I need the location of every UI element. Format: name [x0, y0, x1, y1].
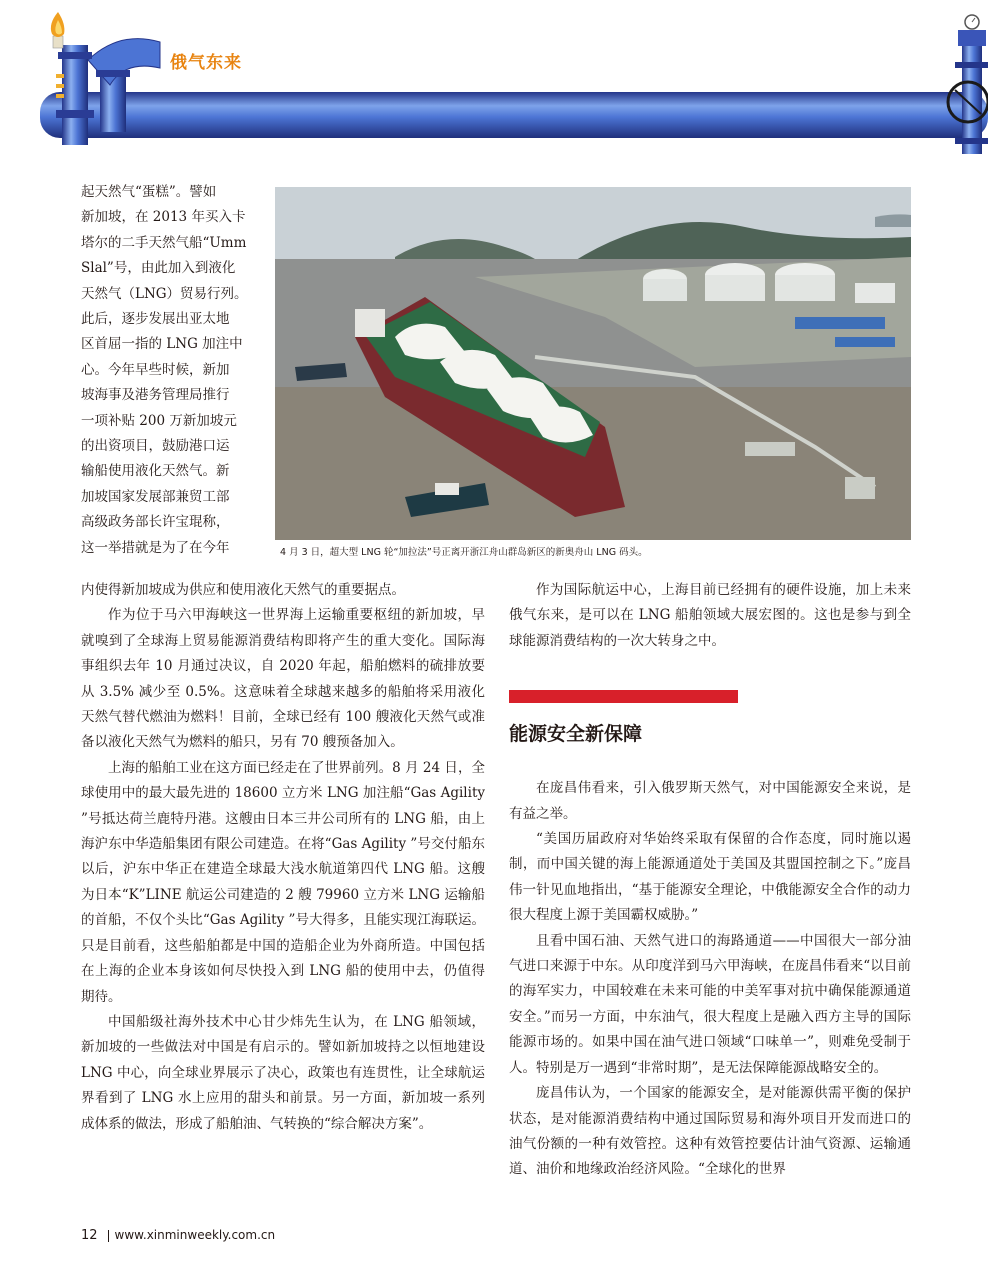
main-pipe — [40, 92, 988, 138]
lng-ship-photo — [275, 187, 911, 540]
intro-line: 高级政务部长许宝琨称， — [81, 514, 230, 531]
paragraph: 在庞昌伟看来，引入俄罗斯天然气，对中国能源安全来说，是有益之举。 — [509, 780, 911, 822]
right-column — [509, 578, 911, 1183]
paragraph: 上海的船舶工业在这方面已经走在了世界前列。8 月 24 日，全球使用中的最大最先进的 18600 立方米 LNG 加注船“Gas Agility ”号抵达荷兰鹿特丹港。这艘由日本三井公司所有的 LNG 船，由上海沪东中华造船集团有限公司建造。在将“Gas Agility ”号交付船东以后，沪东中华正在建造全球最大浅水航道第四代 LNG 船。这艘为日本“K”LINE 航运公司建造的 2 艘 79960 立方米 LNG 运输船的首船，不仅个头比“Gas Agility ”号大得多，且能实现江海联运。只是目前看，这些船舶都是中国的造船企业为外商所造。中国包括在上海的企业本身该如何尽快投入到 LNG 船的使用中去，仍值得期待。 — [81, 759, 485, 1005]
page-footer — [81, 1228, 275, 1243]
flange — [56, 110, 94, 118]
page-header — [0, 0, 988, 160]
paragraph: 中国船级社海外技术中心甘少炜先生认为，在 LNG 船领域，新加坡的一些做法对中国是有启示的。譬如新加坡持之以恒地建设 LNG 中心，向全球业界展示了决心，政策也有连贯性，让全球航运界看到了 LNG 水上应用的甜头和前景。另一方面，新加坡一系列成体系的做法，形成了船舶油、气转换的“综合解决方案”。 — [81, 1013, 485, 1132]
section-title: 俄气东来 — [170, 53, 242, 73]
paragraph: 且看中国石油、天然气进口的海路通道——中国很大一部分油气进口来源于中东。从印度洋到马六甲海峡，在庞昌伟看来“以目前的海军实力，中国较难在未来可能的中美军事对抗中确保能源通道安全。”而另一方面，中东油气，很大程度上是融入西方主导的国际能源市场的。如果中国在油气进口领域“口味单一”，则难免受制于人。特别是万一遇到“非常时期”，是无法保障能源战略安全的。 — [509, 932, 911, 1076]
paragraph: 庞昌伟认为，一个国家的能源安全，是对能源供需平衡的保护状态，是对能源消费结构中通过国际贸易和海外项目开发而进口的油气份额的一种有效管控。这种有效管控要估计油气资源、运输通道、油价和地缘政治经济风险。“全球化的世界 — [509, 1085, 911, 1178]
intro-line: 心。今年早些时候，新加 — [81, 361, 230, 378]
website-url: www.xinminweekly.com.cn — [114, 1228, 276, 1242]
paragraph: “美国历届政府对华始终采取有保留的合作态度，同时施以遏制，而中国关键的海上能源通道处于美国及其盟国控制之下。”庞昌伟一针见血地指出，“基于能源安全理论，中俄能源安全合作的动力很大程度上源于美国霸权威胁。” — [509, 831, 911, 924]
flame-icon — [51, 12, 65, 48]
section-subheading: 能源安全新保障 — [509, 723, 643, 746]
intro-line: 加坡国家发展部兼贸工部 — [81, 488, 230, 505]
footer-separator — [108, 1230, 109, 1242]
flange — [96, 70, 130, 77]
paragraph: 作为国际航运中心，上海目前已经拥有的硬件设施，加上未来俄气东来，是可以在 LNG 船舶领域大展宏图的。这也是参与到全球能源消费结构的一次大转身之中。 — [509, 582, 911, 649]
intro-line: 天然气（LNG）贸易行列。 — [81, 285, 248, 302]
intro-line: 坡海事及港务管理局推行 — [81, 387, 230, 404]
pipeline-header-graphic — [0, 0, 988, 160]
photo-caption: 4 月 3 日，超大型 LNG 轮“加拉法”号正离开浙江舟山群岛新区的新奥舟山 LNG 码头。 — [280, 547, 648, 558]
intro-line: 输船使用液化天然气。新 — [81, 463, 230, 480]
intro-line: 这一举措就是为了在今年 — [81, 539, 230, 556]
paragraph: 内使得新加坡成为供应和使用液化天然气的重要据点。 — [81, 582, 405, 598]
intro-line: 的出资项目，鼓励港口运 — [81, 438, 230, 455]
intro-line: Slal”号，由此加入到液化 — [81, 260, 236, 277]
intro-line: 新加坡，在 2013 年买入卡 — [81, 209, 246, 226]
lng-ship-illustration — [275, 187, 911, 540]
intro-line: 塔尔的二手天然气船“Umm — [81, 234, 247, 251]
intro-line: 此后，逐步发展出亚太地 — [81, 311, 230, 328]
paragraph: 作为位于马六甲海峡这一世界海上运输重要枢纽的新加坡，早就嗅到了全球海上贸易能源消费结构即将产生的重大变化。国际海事组织去年 10 月通过决议，自 2020 年起，船舶燃料的硫排放要从 3.5% 减少至 0.5%。这意味着全球越来越多的船舶将采用液化天然气替代燃油为燃料！目前，全球已经有 100 艘液化天然气或准备以液化天然气为燃料的船只，另有 70 艘预备加入。 — [81, 607, 485, 751]
vertical-pipe-left — [62, 45, 88, 145]
flange — [58, 52, 92, 59]
page-number: 12 — [81, 1228, 98, 1243]
intro-line: 一项补贴 200 万新加坡元 — [81, 412, 237, 429]
left-column — [81, 578, 485, 1137]
intro-line: 区首屈一指的 LNG 加注中 — [81, 336, 243, 353]
intro-wrap-text — [81, 180, 251, 561]
intro-line: 起天然气“蛋糕”。譬如 — [81, 184, 217, 200]
section-divider-bar — [509, 690, 738, 703]
